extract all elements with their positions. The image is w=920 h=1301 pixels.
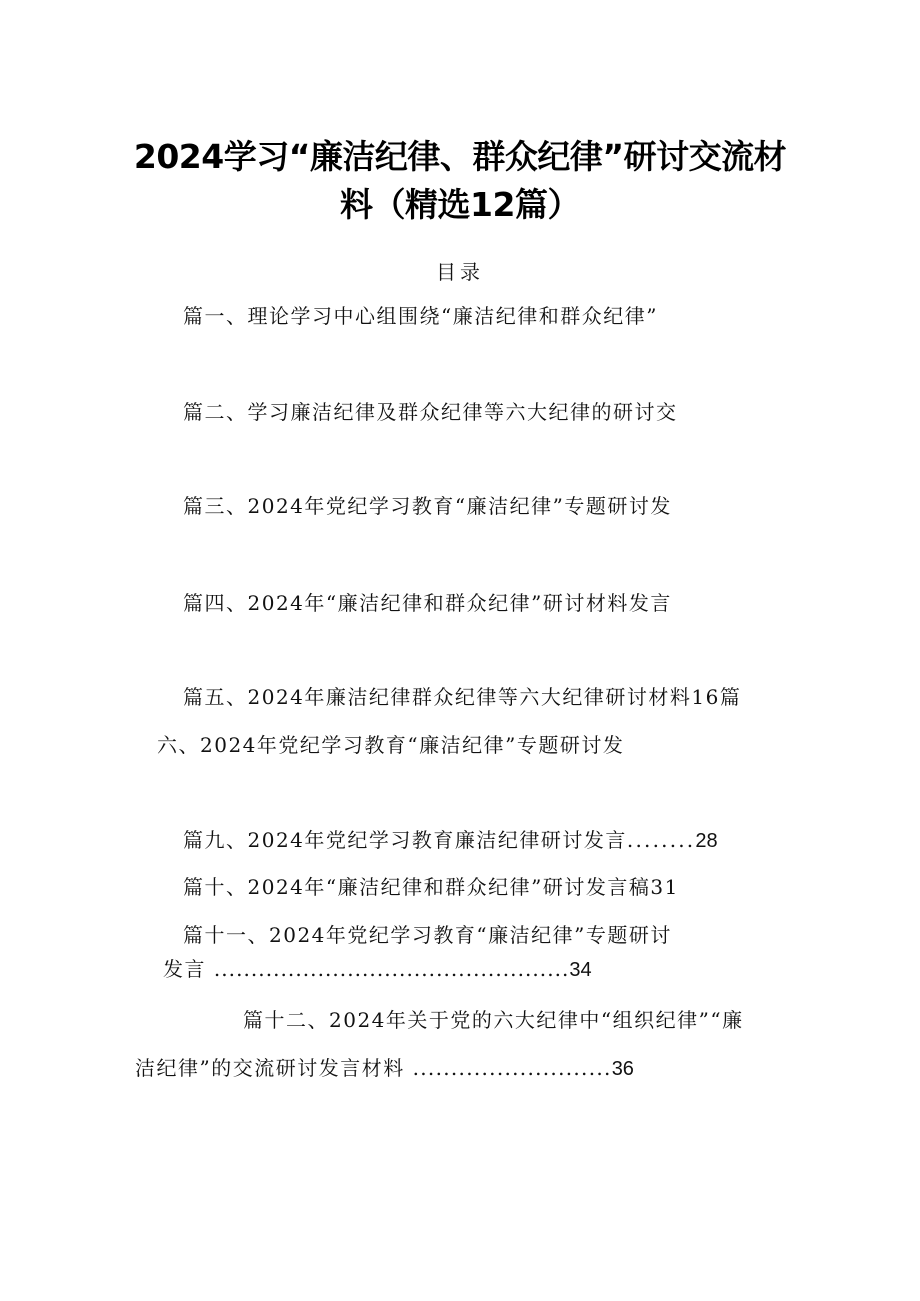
- document-title-line-2: 料（精选12篇）: [340, 185, 580, 224]
- toc-item-1: 篇一、理论学习中心组围绕“廉洁纪律和群众纪律”: [183, 304, 658, 328]
- toc-item-12-page: 36: [611, 1058, 634, 1080]
- toc-item-10: 篇十、2024年“廉洁纪律和群众纪律”研讨发言稿31: [183, 875, 679, 899]
- toc-item-11-page: 34: [569, 959, 592, 981]
- toc-item-11-leader: ................................................: [213, 957, 570, 981]
- toc-item-3: 篇三、2024年党纪学习教育“廉洁纪律”专题研讨发: [183, 494, 672, 518]
- toc-item-6: 六、2024年党纪学习教育“廉洁纪律”专题研讨发: [157, 733, 625, 757]
- toc-heading: 目录: [436, 260, 484, 284]
- toc-item-11-line-1: 篇十一、2024年党纪学习教育“廉洁纪律”专题研讨: [183, 923, 672, 947]
- toc-item-4: 篇四、2024年“廉洁纪律和群众纪律”研讨材料发言: [183, 591, 672, 615]
- toc-item-9-page: 28: [695, 830, 718, 852]
- toc-item-9-leader: ........: [626, 828, 696, 852]
- toc-item-11-line-2: [163, 955, 592, 984]
- toc-item-11-text: 发言: [163, 957, 206, 981]
- document-title-line-1: 2024学习“廉洁纪律、群众纪律”研讨交流材: [133, 137, 787, 176]
- toc-item-2: 篇二、学习廉洁纪律及群众纪律等六大纪律的研讨交: [183, 400, 678, 424]
- toc-item-9-text: 篇九、2024年党纪学习教育廉洁纪律研讨发言: [183, 828, 627, 852]
- toc-item-9: [183, 826, 718, 855]
- toc-item-5: 篇五、2024年廉洁纪律群众纪律等六大纪律研讨材料16篇: [183, 685, 742, 709]
- toc-item-12-leader: ..........................: [412, 1056, 612, 1080]
- toc-item-12-line-2: [135, 1054, 634, 1083]
- toc-item-12-line-1: 篇十二、2024年关于党的六大纪律中“组织纪律”“廉: [243, 1008, 744, 1032]
- toc-item-12-text: 洁纪律”的交流研讨发言材料: [135, 1056, 405, 1080]
